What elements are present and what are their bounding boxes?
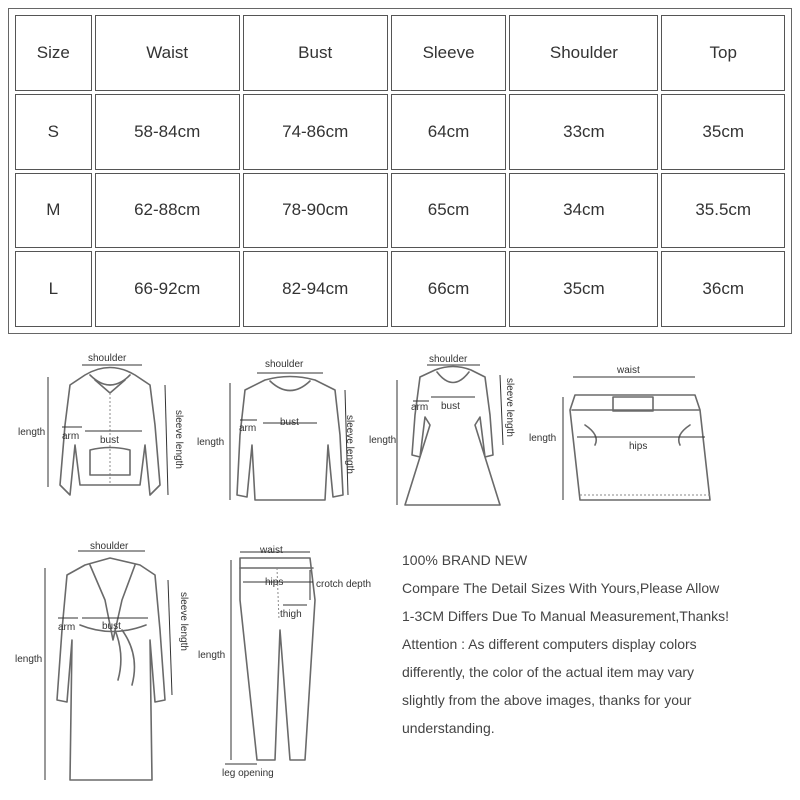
header-cell: Bust: [243, 15, 388, 91]
notice-line: differently, the color of the actual item may vary: [402, 664, 695, 680]
pants-illustration: [195, 540, 390, 785]
leg-opening-label: leg opening: [222, 768, 274, 779]
length-label: length: [369, 435, 397, 446]
header-cell: Top: [661, 15, 785, 91]
header-cell: Shoulder: [509, 15, 658, 91]
skirt-illustration: [525, 355, 725, 515]
hoodie-diagram: [0, 345, 200, 520]
header-cell: Waist: [95, 15, 240, 91]
arm-label: arm: [62, 431, 80, 442]
length-label: length: [15, 654, 43, 665]
shoulder-label: shoulder: [88, 353, 127, 364]
sleeve-length-label: sleeve length: [504, 378, 515, 437]
notice-line: 100% BRAND NEW: [402, 552, 528, 568]
length-label: length: [18, 427, 46, 438]
sleeve-length-label: sleeve length: [173, 410, 184, 469]
waist-label: waist: [260, 545, 283, 556]
header-cell: Sleeve: [391, 15, 507, 91]
waist-label: waist: [617, 365, 640, 376]
sleeve-length-label: sleeve length: [344, 415, 355, 474]
table-cell: 35cm: [509, 251, 658, 327]
hoodie-illustration: [0, 345, 200, 520]
shoulder-label: shoulder: [90, 541, 129, 552]
bust-label: bust: [441, 401, 460, 412]
skirt-diagram: [525, 355, 725, 515]
size-table: [12, 12, 788, 330]
notice-line: 1-3CM Differs Due To Manual Measurement,Thanks!: [402, 608, 730, 624]
sweater-diagram: [195, 345, 375, 520]
sleeve-length-label: sleeve length: [178, 592, 189, 651]
table-header-row: [15, 15, 785, 91]
table-cell: 62-88cm: [95, 173, 240, 249]
table-cell: S: [15, 94, 92, 170]
table-row: [15, 173, 785, 249]
hips-label: hips: [265, 577, 284, 588]
length-label: length: [529, 433, 557, 444]
bust-label: bust: [102, 621, 121, 632]
arm-label: arm: [239, 423, 257, 434]
table-cell: 58-84cm: [95, 94, 240, 170]
header-cell: Size: [15, 15, 92, 91]
arm-label: arm: [411, 402, 429, 413]
shoulder-label: shoulder: [429, 354, 468, 365]
table-cell: 33cm: [509, 94, 658, 170]
table-cell: L: [15, 251, 92, 327]
coat-diagram: [10, 530, 210, 792]
dress-illustration: [365, 345, 535, 520]
shoulder-label: shoulder: [265, 359, 304, 370]
table-cell: 82-94cm: [243, 251, 388, 327]
table-cell: 78-90cm: [243, 173, 388, 249]
table-row: [15, 94, 785, 170]
bust-label: bust: [280, 417, 299, 428]
length-label: length: [197, 437, 225, 448]
table-cell: M: [15, 173, 92, 249]
crotch-depth-label: crotch depth: [316, 579, 372, 590]
coat-illustration: [10, 530, 210, 792]
table-cell: 65cm: [391, 173, 507, 249]
table-cell: 35.5cm: [661, 173, 785, 249]
table-cell: 66cm: [391, 251, 507, 327]
pants-diagram: [195, 540, 390, 785]
thigh-label: thigh: [280, 609, 302, 620]
arm-label: arm: [58, 622, 76, 633]
dress-diagram: [365, 345, 535, 520]
sweater-illustration: [195, 345, 375, 520]
table-cell: 35cm: [661, 94, 785, 170]
table-cell: 74-86cm: [243, 94, 388, 170]
table-cell: 66-92cm: [95, 251, 240, 327]
table-row: [15, 251, 785, 327]
notice-line: slightly from the above images, thanks for your: [402, 692, 692, 708]
table-cell: 34cm: [509, 173, 658, 249]
notice-line: Compare The Detail Sizes With Yours,Please Allow: [402, 580, 720, 596]
notice-line: Attention : As different computers display colors: [402, 636, 697, 652]
table-cell: 64cm: [391, 94, 507, 170]
product-notice: [402, 546, 792, 742]
length-label: length: [198, 650, 226, 661]
table-cell: 36cm: [661, 251, 785, 327]
bust-label: bust: [100, 435, 119, 446]
notice-line: understanding.: [402, 720, 495, 736]
hips-label: hips: [629, 441, 648, 452]
size-chart-frame: [8, 8, 792, 334]
